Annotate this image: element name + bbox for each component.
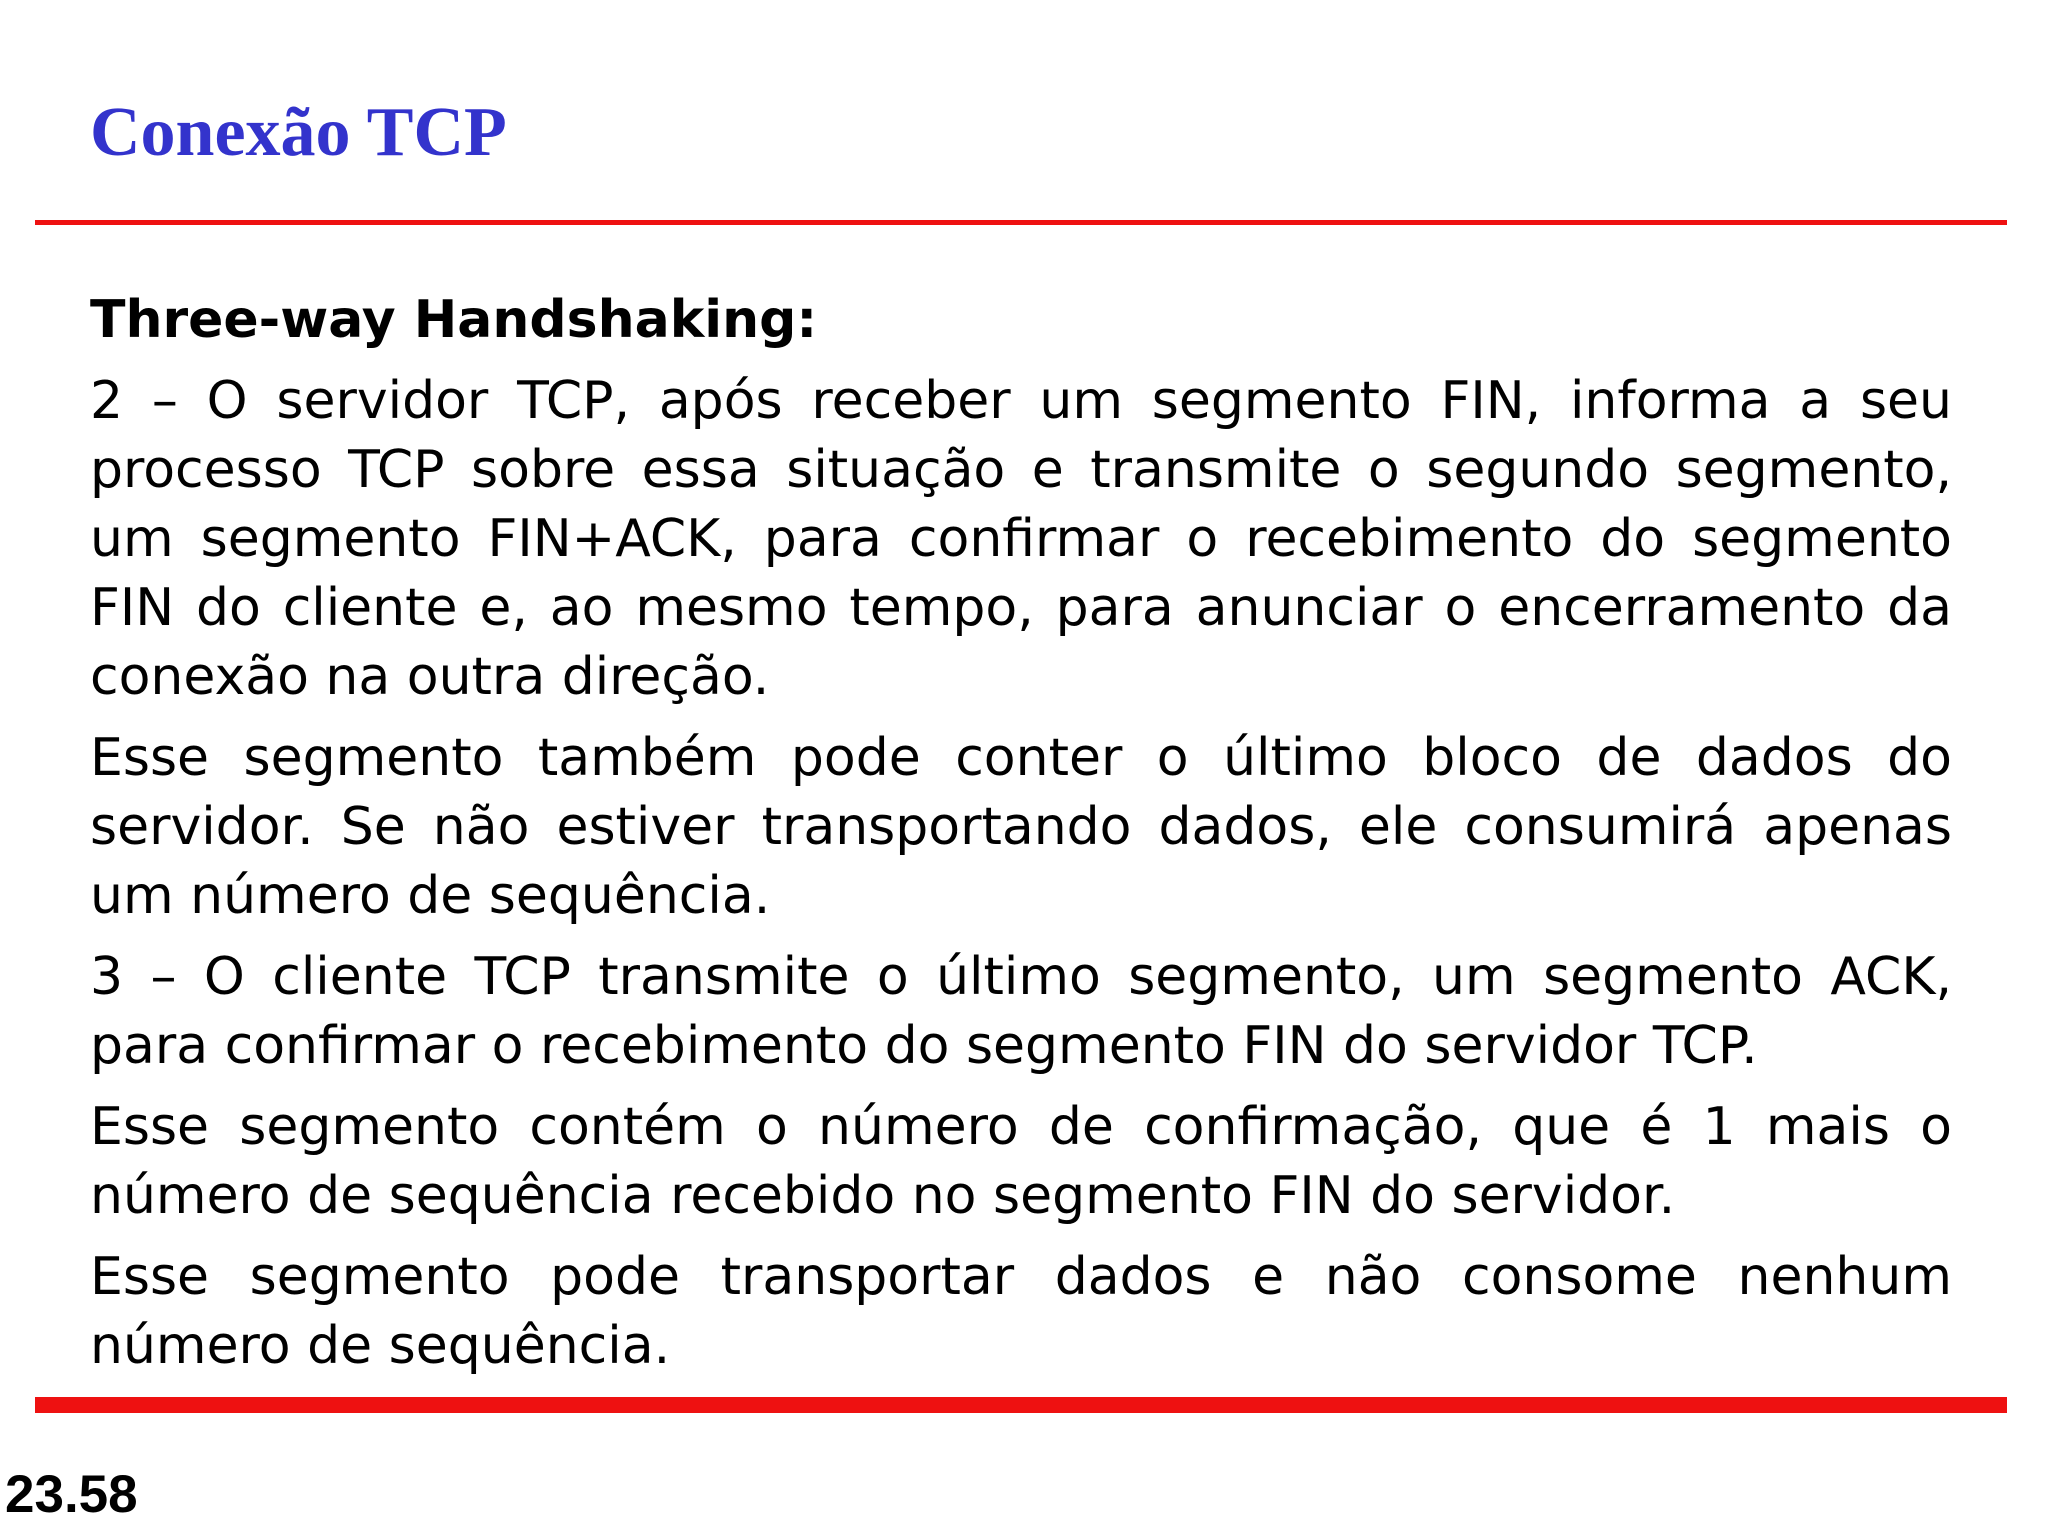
section-heading: Three-way Handshaking: (90, 290, 818, 350)
slide-title: Conexão TCP (90, 94, 507, 171)
paragraph-step-2: 2 – O servidor TCP, após receber um segmento FIN, informa a seu processo TCP sobre essa situação e transmite o segundo segmento, um segmento FIN+ACK, para confirmar o recebimento do segmento FIN do cliente e, ao mesmo tempo, para anunciar o encerramento da conexão na outra direção. (90, 371, 1952, 707)
slide-content (90, 286, 1952, 1393)
paragraph-step-3-data-note: Esse segmento pode transportar dados e não consome nenhum número de sequência. (90, 1247, 1952, 1376)
paragraph-step-3-ack-note: Esse segmento contém o número de confirmação, que é 1 mais o número de sequência recebido no segmento FIN do servidor. (90, 1097, 1952, 1226)
title-divider (35, 220, 2007, 225)
paragraph-step-3: 3 – O cliente TCP transmite o último segmento, um segmento ACK, para confirmar o recebimento do segmento FIN do servidor TCP. (90, 947, 1952, 1076)
footer-divider (35, 1397, 2007, 1413)
slide-number: 23.58 (5, 1465, 138, 1524)
paragraph-step-2-note: Esse segmento também pode conter o último bloco de dados do servidor. Se não estiver transportando dados, ele consumirá apenas um número de sequência. (90, 728, 1952, 926)
